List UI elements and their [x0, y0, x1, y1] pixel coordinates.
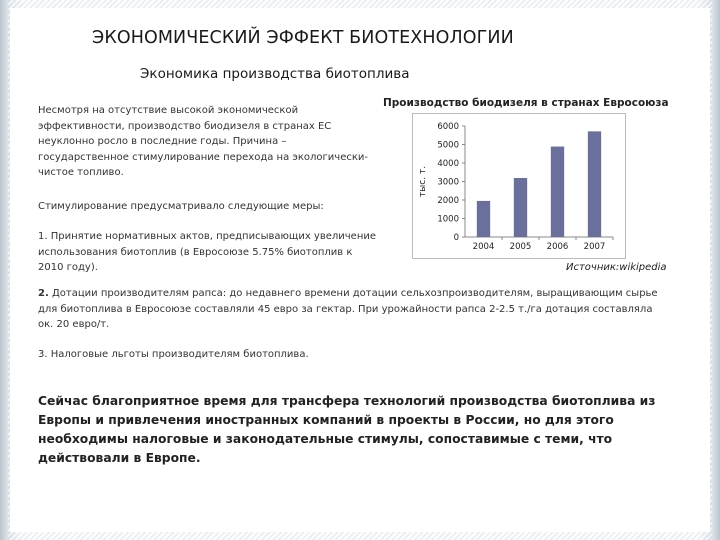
y-tick-label: 1000 [437, 214, 459, 225]
paragraph-conclusion: Сейчас благоприятное время для трансфера технологий производства биотоплива из Европы и привлечения иностранных компаний в проекты в России, но для этого необходимы налоговые и законодательные стимулы, сопоставимые с теми, что действовали в Европе. [38, 394, 656, 465]
paragraph-measures-heading: Стимулирование предусматривало следующие меры: [38, 201, 324, 212]
bar-2004 [477, 201, 490, 237]
x-tick-label-2004: 2004 [472, 242, 495, 252]
bar-2005 [514, 178, 527, 237]
measure-2-number: 2. [38, 288, 49, 299]
paragraph-measure-1: 1. Принятие нормативных актов, предписывающих увеличение использования биотоплив (в Евросоюзе 5.75% биотоплив к 2010 году). [38, 231, 377, 273]
paragraph-intro: Несмотря на отсутствие высокой экономической эффективности, производство биодизеля в странах ЕС неуклонно росло в последние годы. Причина – государственное стимулирование перехода на экологически-чистое топливо. [38, 105, 369, 178]
bar-2007 [588, 131, 601, 237]
y-axis-label: тыс. т. [418, 165, 428, 198]
y-tick-label: 4000 [437, 159, 459, 169]
paragraph-measure-3: 3. Налоговые льготы производителям биотоплива. [38, 349, 309, 360]
slide-subtitle: Экономика производства биотоплива [140, 66, 410, 82]
y-tick-label: 6000 [437, 122, 459, 132]
right-decorative-bar [712, 0, 720, 540]
y-tick-label: 2000 [437, 196, 459, 206]
x-tick-label-2005: 2005 [509, 242, 532, 252]
y-tick-label: 3000 [437, 177, 459, 188]
bar-2006 [551, 147, 564, 237]
x-tick-label-2007: 2007 [583, 242, 606, 252]
chart-frame [412, 113, 626, 259]
y-tick-label: 5000 [437, 140, 459, 151]
measure-2-text: Дотации производителям рапса: до недавнего времени дотации сельхозпроизводителям, выращивающим сырье для биотоплива в Евросоюзе составляли 45 евро за гектар. При урожайности рапса 2-2.5 т./га дотация составляла ок. 20 евро/т. [38, 288, 658, 330]
biodiesel-bar-chart [413, 114, 625, 258]
paragraph-measure-2 [38, 286, 668, 333]
chart-title: Производство биодизеля в странах Евросоюза [383, 97, 669, 109]
chart-source: Источник:wikipedia [566, 262, 667, 273]
slide-title: ЭКОНОМИЧЕСКИЙ ЭФФЕКТ БИОТЕХНОЛОГИИ [92, 28, 514, 48]
x-tick-label-2006: 2006 [546, 242, 569, 252]
y-tick-label: 0 [453, 233, 459, 243]
left-decorative-bar [0, 0, 8, 540]
